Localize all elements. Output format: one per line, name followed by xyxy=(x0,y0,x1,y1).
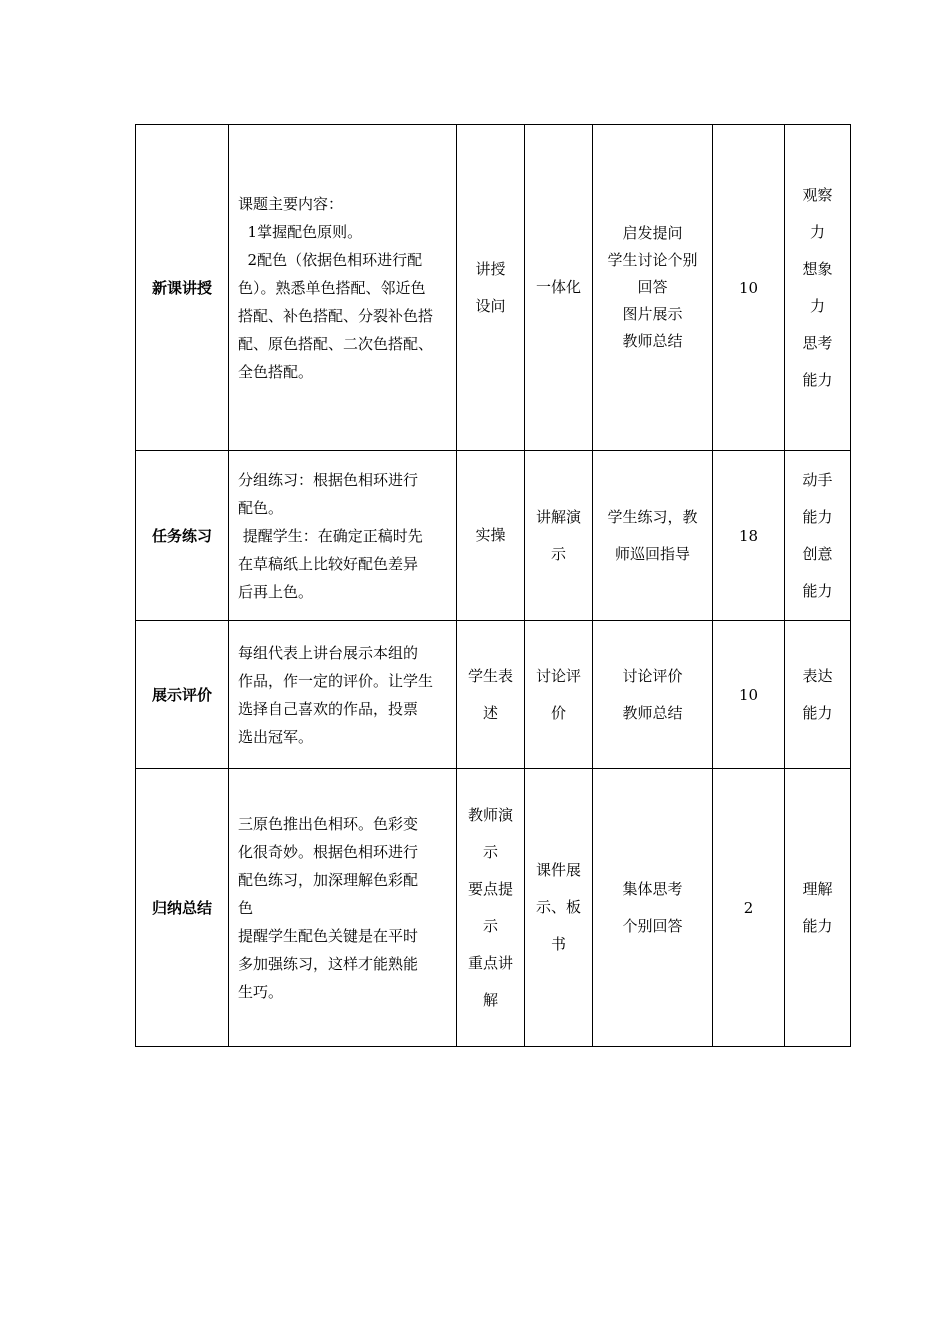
ability-line: 能力 xyxy=(802,703,833,722)
ability-line: 理解 xyxy=(802,879,833,898)
content-line: 配色练习，加深理解色彩配 xyxy=(238,870,419,889)
method-line: 书 xyxy=(550,935,566,953)
content-line: 三原色推出色相环。色彩变 xyxy=(238,814,419,833)
student-activity-line: 讨论评价 xyxy=(622,666,683,685)
table-row xyxy=(136,769,851,1047)
ability-line: 观察 xyxy=(802,185,833,204)
method-line: 讲解演 xyxy=(535,507,581,526)
ability-line: 能力 xyxy=(802,916,833,935)
time-cell xyxy=(713,769,785,1047)
student-activity-line: 教师总结 xyxy=(622,703,683,722)
teacher-activity-cell xyxy=(457,621,525,769)
content-cell xyxy=(229,769,457,1047)
ability-cell xyxy=(785,769,851,1047)
method-cell xyxy=(525,621,593,769)
table-row xyxy=(136,451,851,621)
content-line: 搭配、补色搭配、分裂补色搭 xyxy=(238,306,434,325)
student-activity-cell xyxy=(593,451,713,621)
content-cell xyxy=(229,125,457,451)
method-cell xyxy=(525,451,593,621)
content-line: 配、原色搭配、二次色搭配、 xyxy=(238,334,434,353)
content-line: 选择自己喜欢的作品，投票 xyxy=(238,699,419,718)
content-line: 全色搭配。 xyxy=(238,362,314,381)
method-line: 一体化 xyxy=(535,278,581,296)
teacher-activity-line: 述 xyxy=(482,703,498,722)
table-row xyxy=(136,621,851,769)
teacher-activity-line: 教师演 xyxy=(467,805,513,824)
student-activity-line: 启发提问 xyxy=(622,224,683,242)
teacher-activity-line: 实操 xyxy=(475,526,506,544)
ability-line: 力 xyxy=(809,222,825,241)
content-line: 1掌握配色原则。 xyxy=(238,222,363,241)
content-cell xyxy=(229,451,457,621)
teacher-activity-line: 示 xyxy=(482,842,498,861)
teacher-activity-cell xyxy=(457,125,525,451)
table-row xyxy=(136,125,851,451)
method-line: 讨论评 xyxy=(535,666,581,685)
lesson-plan-table xyxy=(135,124,851,1047)
ability-line: 能力 xyxy=(802,581,833,600)
content-cell xyxy=(229,621,457,769)
time-text: 18 xyxy=(738,526,759,545)
ability-line: 能力 xyxy=(802,370,833,389)
ability-line: 能力 xyxy=(802,507,833,526)
teacher-activity-line: 设问 xyxy=(475,296,506,315)
student-activity-line: 师巡回指导 xyxy=(614,544,690,563)
ability-line: 创意 xyxy=(802,544,833,563)
ability-line: 想象 xyxy=(802,259,833,278)
student-activity-line: 回答 xyxy=(637,278,668,296)
ability-cell xyxy=(785,125,851,451)
teacher-activity-line: 学生表 xyxy=(467,666,513,685)
method-line: 示 xyxy=(550,544,566,563)
ability-cell xyxy=(785,621,851,769)
method-line: 价 xyxy=(550,703,566,722)
time-cell xyxy=(713,125,785,451)
teacher-activity-line: 要点提 xyxy=(467,879,513,898)
content-line: 每组代表上讲台展示本组的 xyxy=(238,643,419,662)
student-activity-line: 教师总结 xyxy=(622,332,683,350)
method-cell xyxy=(525,769,593,1047)
student-activity-cell xyxy=(593,125,713,451)
time-cell xyxy=(713,451,785,621)
content-line: 分组练习：根据色相环进行 xyxy=(238,470,419,489)
teacher-activity-cell xyxy=(457,769,525,1047)
method-line: 示、板 xyxy=(535,898,581,916)
stage-text: 任务练习 xyxy=(151,527,212,545)
student-activity-line: 图片展示 xyxy=(622,305,683,323)
content-line: 作品，作一定的评价。让学生 xyxy=(238,671,434,690)
teacher-activity-line: 重点讲 xyxy=(467,953,513,972)
method-cell xyxy=(525,125,593,451)
stage-text: 新课讲授 xyxy=(151,279,212,297)
teacher-activity-line: 解 xyxy=(482,990,498,1009)
content-line: 配色。 xyxy=(238,498,284,517)
ability-line: 力 xyxy=(809,296,825,315)
content-line: 色）。熟悉单色搭配、邻近色 xyxy=(238,278,426,297)
student-activity-cell xyxy=(593,621,713,769)
student-activity-cell xyxy=(593,769,713,1047)
content-line: 在草稿纸上比较好配色差异 xyxy=(238,554,419,573)
content-line: 色 xyxy=(238,898,254,917)
stage-text: 归纳总结 xyxy=(151,899,212,917)
teacher-activity-line: 示 xyxy=(482,916,498,935)
stage-cell xyxy=(136,769,229,1047)
time-text: 10 xyxy=(738,278,759,297)
stage-text: 展示评价 xyxy=(151,686,212,704)
lesson-plan-body xyxy=(136,125,851,1047)
student-activity-line: 个别回答 xyxy=(622,916,683,935)
ability-cell xyxy=(785,451,851,621)
teacher-activity-line: 讲授 xyxy=(475,259,506,278)
content-line: 化很奇妙。根据色相环进行 xyxy=(238,842,419,861)
content-line: 多加强练习，这样才能熟能 xyxy=(238,954,419,973)
stage-cell xyxy=(136,621,229,769)
student-activity-line: 学生讨论个别 xyxy=(607,251,698,269)
time-text: 2 xyxy=(743,898,754,917)
content-line: 选出冠军。 xyxy=(238,727,314,746)
student-activity-line: 集体思考 xyxy=(622,879,683,898)
teacher-activity-cell xyxy=(457,451,525,621)
content-line: 2配色（依据色相环进行配 xyxy=(238,250,423,269)
method-line: 课件展 xyxy=(535,861,581,879)
content-line: 提醒学生：在确定正稿时先 xyxy=(238,526,423,545)
content-line: 后再上色。 xyxy=(238,582,314,601)
stage-cell xyxy=(136,125,229,451)
ability-line: 表达 xyxy=(802,666,833,685)
ability-line: 动手 xyxy=(802,470,833,489)
content-line: 生巧。 xyxy=(238,982,284,1001)
student-activity-line: 学生练习，教 xyxy=(607,507,698,526)
time-text: 10 xyxy=(738,685,759,704)
ability-line: 思考 xyxy=(802,333,833,352)
time-cell xyxy=(713,621,785,769)
content-line: 提醒学生配色关键是在平时 xyxy=(238,926,419,945)
stage-cell xyxy=(136,451,229,621)
content-line: 课题主要内容： xyxy=(238,194,344,213)
